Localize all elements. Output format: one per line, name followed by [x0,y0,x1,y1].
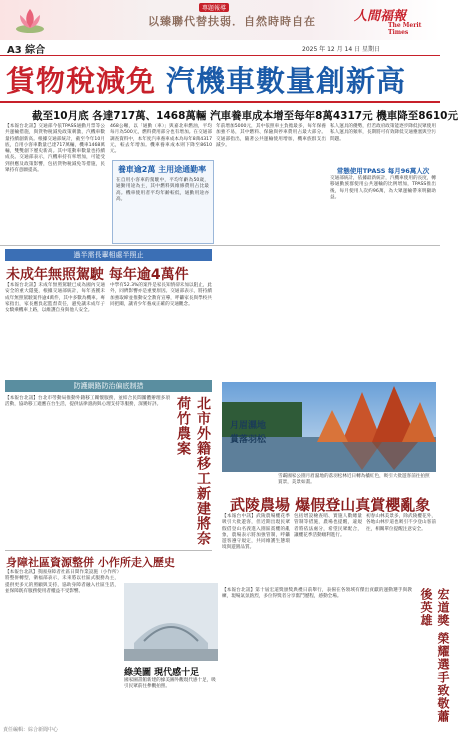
banner-slogan: 以臻聯代替扶弱．自然時時自在 [148,15,316,28]
lead-subhead: 截至10月底 各達717萬、1468萬輛 汽車養車成本增至每年8萬4317元 機車降至8610元 [32,110,458,122]
story2-headline: 未成年無照駕駛 每年逾4萬件 [6,267,189,283]
story4-headline: 身障社區資源整併 小作所走入歷史 [6,556,175,569]
page-section-label: A3 綜合 [7,45,46,56]
sidebar-box-title: 養車逾2萬 主用途通勤率 [117,165,207,174]
lead-headline-part-a: 貨物稅減免 [6,64,157,98]
lead-column-3: 年前增加5000元，其中依照車主負擔最多，每年保養加強不易，其中燃料、保險與停車費用占最大部分。交通部指出，隨著公共運輸使用增加，機車族群支出減少。 [216,124,326,148]
story2-kicker: 過半需長輩相處半照止 [5,249,212,261]
divider [5,550,212,551]
footer-editor: 責任編輯：綜合新聞中心 [3,727,59,733]
story6-text: 【本報台北訊】第十屆宏道獎頒獎典禮日前舉行，表揚在各領域有傑出貢獻的運動選手與教練，現場氣氛熱烈，多位得獎者分享奮鬥歷程，感動全場。 [222,588,412,600]
issue-date: 2025 年 12 月 14 日 星期日 [302,46,380,53]
wetland-photo-title-1: 月眉濕地 [230,421,267,431]
lotus-icon [8,3,52,37]
sidebar-box-text: 在自用小客車的駕駛中，平均年齡為50歲，通勤用途為主，其中燃料與維修費用占比最高。機車使用者平均年齡較低，通勤用途亦高。 [116,178,209,202]
library-caption: 國家圖書館新建的綠美圖外觀現代感十足，吸引民眾前往參觀拍照。 [124,678,216,689]
divider [0,245,440,246]
story2-subbar: 防護網路防治偏底制措 [5,380,212,392]
story6-headline: 宏道獎 榮耀選手致敬蕭後英雄 [419,588,450,724]
story2-text-a: 【本報台北訊】未成年無照駕駛已成為國內交通安全的重大隱憂，根據交通部統計，每年查獲未成年無照駕駛案件逾4萬件，其中多數為機車。專家指出，家長應負起監督責任，避免讓未成年子女騎乘機車上路，以維護自身與他人安全。 [5,283,105,314]
lead-column-2: 468公噸，以「通勤（車）」與嘉北車燃油，平均每月為500元，燃料費用部分也有增加。在交通部調查資料中，本年度汽車養車成本為每年8萬4317元，較去年增加。機車養車成本則下降至8610元。 [110,124,212,155]
story5-text-b: 包括增設檢查哨、實施人數總量管制等措施，農場也提醒，違規者將依法處分，希望民眾配合，讓櫻花季活動順利進行。 [294,514,362,538]
lead-headline-part-b: 汽機車數量創新高 [166,64,407,98]
lead-column-4: 私人運具的優勢，但若政府政策能逐步降低民眾使用私人運具的頻率，長期將可有效降低交通壅塞與空污問題。 [330,124,436,142]
lead-column-1: 【本報台北訊】交通部今依TPASS通勤月票等公共運輸措施，與貨物稅減免政策刺激，汽機車數量持續創新高。根據交通部統計，截至今年10月底，自用小客車數量已達717萬輛，機車1468萬輛，雙雙創下歷史新高。其中電動車數量也持續成長。交通部表示，汽機車持有率增加，可能受到供應及政策影響，包括貨物稅減免等措施，民眾持有意願提高。 [5,124,105,174]
story5-text-c: 初春山林美景多，除武陵櫻花外，各地山林步道也吸引不少登山客前往，相關單位提醒注意安全。 [366,514,436,532]
story3-text: 【本報台北訊】台北市勞動局推動外籍移工關懷服務，並結合民間團體辦理多項活動，協助移工適應在台生活，提供法律諮詢與心理支持等服務，深獲好評。 [5,396,170,408]
library-photo [124,583,218,661]
tpass-box-title: 常態使用TPASS 每月96萬人次 [336,167,430,175]
story5-text-a: 【本報台中訊】武陵農場櫻花季吸引大批遊客，但近期出現民眾假借登山名義進入園區賞櫻的亂象，農場表示將加強管制，呼籲遊客遵守規定，共同維護生態環境與遊園品質。 [222,514,290,551]
story5-headline: 武陵農場 爆假登山真賞櫻亂象 [230,496,431,514]
story3-headline: 北市外籍移工新建將奈荷竹農案 [175,396,211,546]
wetland-caption: 雪霸國家公園月眉濕地的落羽松林近日轉為橘紅色，吸引大批遊客前往拍照賞景，美景如畫。 [278,474,430,485]
newspaper-logo: 人間福報 [354,9,407,24]
newspaper-logo-en: The Merit Times [388,22,422,36]
tpass-box-text: 交通部統計，依據最新統計，汽機車使用的長度，轉移通勤族群使用公共運輸的比例增加，TPASS推出後，每月使用人次約96萬，為大眾運輸帶來明顯助益。 [330,176,436,200]
wetland-photo-title-2: 賞落羽松 [230,435,267,445]
story2-text-b: 中學有52.3%的案件是家長知情卻未加以阻止，此外，同儕影響亦是重要原因。交通部表示，將持續加強取締並推動安全教育宣導，呼籲家長與學校共同把關，讓青少年養成正確的交通觀念。 [110,283,212,307]
headline-rule [0,101,440,103]
section-tag: 專題報導 [199,3,229,12]
library-photo-title: 綠美圖 現代感十足 [124,668,200,678]
story4-text: 【本報台北訊】我國身障者社區日間作業設施（小作所）將整併轉型，衛福部表示，未來將以社區式服務為主，提供更多元的照顧與支持，協助身障者融入社區生活，並保障既有服務使用者權益不受影響。 [5,570,119,594]
